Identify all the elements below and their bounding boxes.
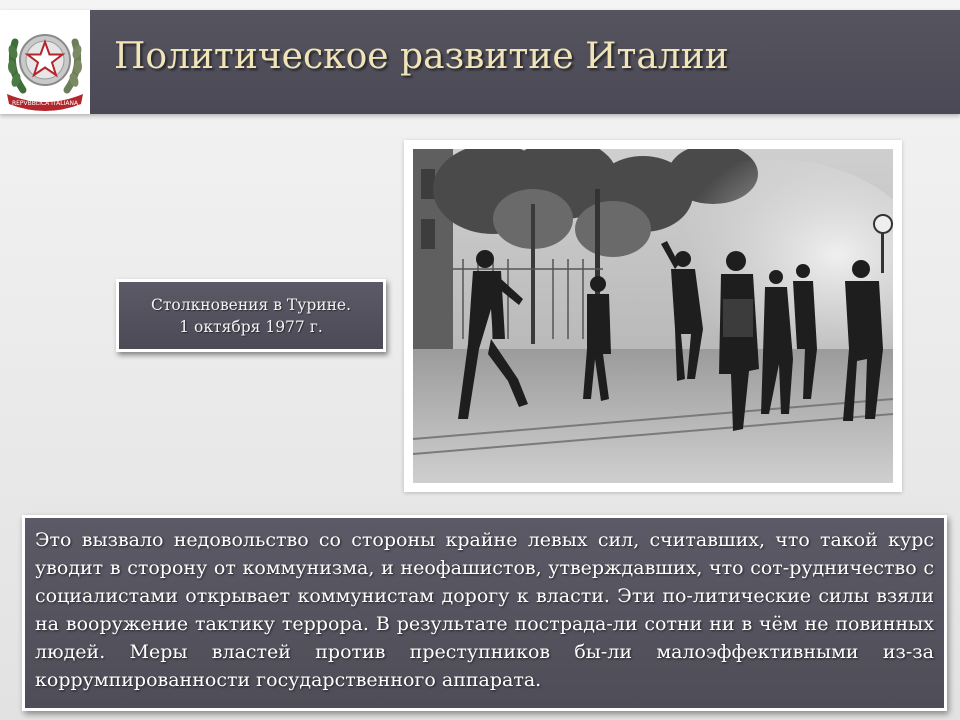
svg-text:REPVBBLICA ITALIANA: REPVBBLICA ITALIANA [11,100,79,107]
emblem [0,10,90,114]
body-text-panel [22,515,947,711]
photo-frame [404,140,902,492]
body-paragraph: Это вызвало недовольство со стороны крайне левых сил, считавших, что такой курс уводит в сторону от коммунизма, и неофашистов, утверждавших, что сот-рудничество с социалистами открывает коммунистам дорогу к власти. Эти по-литические силы взяли на вооружение тактику террора. В результате пострада-ли сотни ни в чём не повинных людей. Меры властей против преступников бы-ли малоэффективными из-за коррумпированности государственного аппарата. [35,529,934,691]
turin-clashes-photo [413,149,893,483]
photo-caption [116,279,386,352]
caption-line-2: 1 октября 1977 г. [179,317,323,336]
caption-line-1: Столкновения в Турине. [150,295,352,314]
slide-title: Политическое развитие Италии [114,36,729,77]
italian-republic-emblem-icon [1,12,89,112]
